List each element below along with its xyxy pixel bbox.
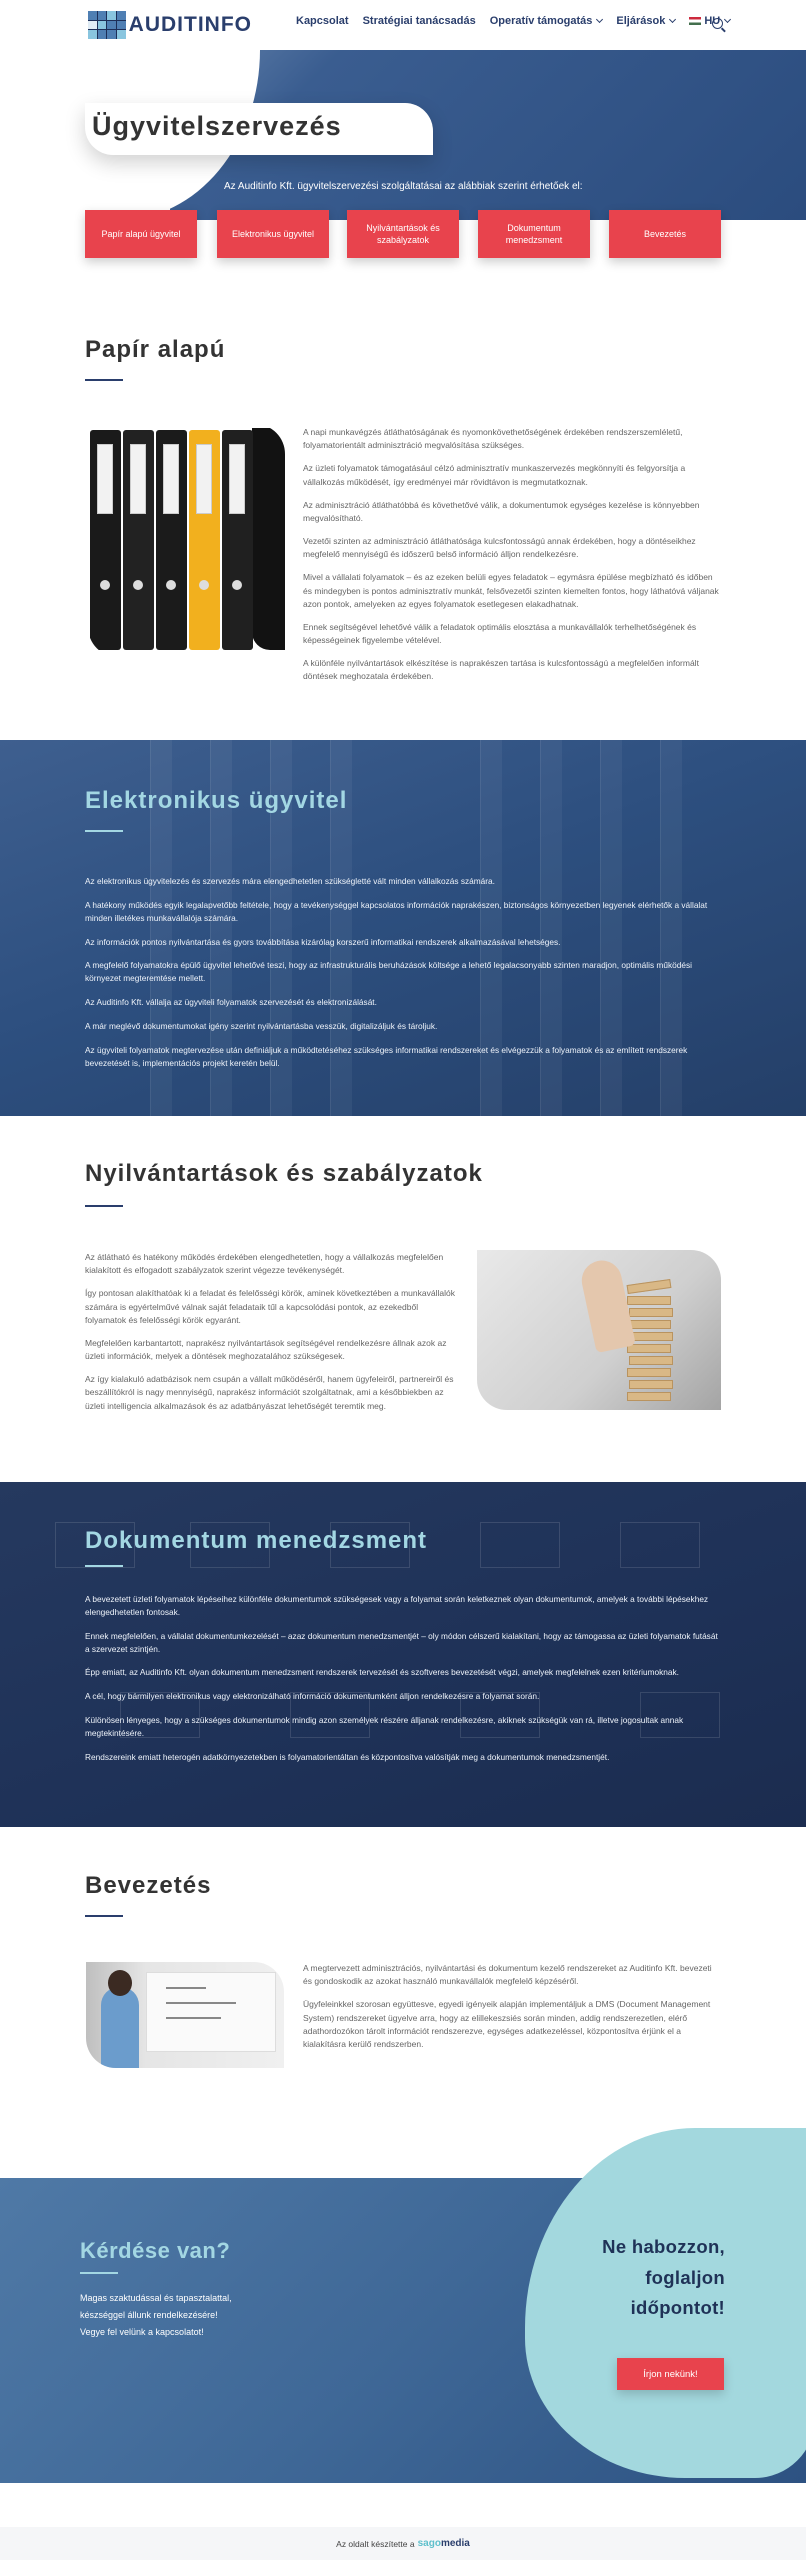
binder-dark-side: [252, 428, 285, 650]
paragraph: A hatékony működés egyik legalapvetőbb feltétele, hogy a tevékenységgel kapcsolatos információk naprakészen, biztonságos környezetben legyenek elérhetők a vállalat minden illetékes munkavállalója számára.: [85, 899, 708, 923]
title-underline: [85, 830, 123, 832]
whiteboard-shape: [146, 1972, 276, 2052]
nav-label: Eljárások: [616, 15, 666, 27]
language-label: HU: [704, 15, 721, 27]
paragraph: A megfelelő folyamatokra épülő ügyvitel lehetővé teszi, hogy az infrastrukturális beruházások költsége a lehető legalacsonyabb szinten maradjon, optimális működési környezet megteremtése mellett.: [85, 960, 692, 984]
paragraph: Az ügyviteli folyamatok megtervezése után definiáljuk a működtetéséhez szükséges informatikai rendszereket és elvégezzük a folyamatok és az említett rendszerek bevezetését is, implementációs projekt keretén belül.: [85, 1044, 688, 1068]
paragraph: A bevezetett üzleti folyamatok lépéseihez különféle dokumentumok szükségesek vagy a folyamat során keletkeznek olyan dokumentumok, amelyek a további lépésekhez elengedhetetlen fontosak.: [85, 1594, 709, 1617]
hero-button-bevezetes[interactable]: Bevezetés: [609, 210, 721, 258]
footer-credit: Az oldalt készítette a: [336, 2538, 415, 2549]
chevron-down-icon: [724, 16, 731, 23]
title-underline: [85, 379, 123, 381]
brand-part: sago: [417, 2538, 441, 2549]
title-underline: [80, 2272, 118, 2274]
paragraph: Mivel a vállalati folyamatok – és az ezeken belüli egyes feladatok – egymásra épülése megbízható és időben és mindegyben is pontos adminisztratív munkát, felsővezetői szinten kiemelten fontos, hogy láthatóvá váljanak azon pontok, amelyeken az egyes folyamatok esetlegesen elakadhatnak.: [303, 572, 719, 609]
page-title: Ügyvitelszervezés: [92, 111, 342, 141]
cta-line: Magas szaktudással és tapasztalattal,: [80, 2293, 232, 2303]
paragraph: Az elektronikus ügyvitelezés és szervezés mára elengedhetetlen szükségletté vált minden vállalkozás számára.: [85, 876, 495, 886]
cta-line: készséggel állunk rendelkezésére!: [80, 2310, 218, 2321]
cta-headline-line: Ne habozzon,: [602, 2236, 725, 2257]
jenga-image: [477, 1250, 721, 1410]
binder: [90, 430, 121, 650]
nav-item-kapcsolat[interactable]: [296, 15, 349, 27]
nav-label: Kapcsolat: [296, 15, 349, 27]
logo-text: AUDITINFO: [128, 13, 252, 36]
section-title-bevezetes: Bevezetés: [85, 1872, 212, 1899]
paragraph: Ügyfeleinkkel szorosan együttesve, egyedi igényeik alapján implementáljuk a DMS (Document Management System) rendszereket ügyelve arra, hogy az elillekeszsiés során minden, addig rendszerezetlen, elérő adathordozókon tárolt információt rendszerezve, egységes adatkezeléssel, központosítva érjünk el a kialakításra kerülő rendszerben.: [303, 1999, 711, 2049]
title-underline: [85, 1565, 123, 1567]
cta-question: Kérdése van?: [80, 2238, 231, 2263]
flag-hu-icon: [689, 17, 701, 25]
hero-subtitle: Az Auditinfo Kft. ügyvitelszervezési szolgáltatásai az alábbiak szerint érhetőek el:: [224, 181, 583, 192]
paragraph: Rendszereink emiatt heterogén adatkörnyezetekben is folyamatorientáltan és központosítva valósítják meg a dokumentumok menedzsmentjét.: [85, 1751, 610, 1762]
nav-item-operativ[interactable]: [490, 15, 603, 27]
papir-text: [303, 426, 721, 694]
paragraph: Ennek segítségével lehetővé válik a feladatok optimális elosztása a munkavállalók terhelhetőségének és képességeinek figyelembe vételével.: [303, 621, 697, 646]
paragraph: A napi munkavégzés átláthatóságának és nyomonkövethetőségének érdekében rendszerszemléletű, folyamatorientált adminisztráció megvalósítása szükséges.: [303, 427, 683, 451]
paragraph: A megtervezett adminisztrációs, nyilvántartási és dokumentum kezelő rendszereket az Auditinfo Kft. bevezeti és gondoskodik az azokat használó munkavállalók megfelelő képzéséről.: [303, 1963, 712, 1987]
nav-item-eljarasok[interactable]: [616, 15, 675, 27]
section-title-elektronikus: Elektronikus ügyvitel: [85, 787, 348, 814]
paragraph: Különösen lényeges, hogy a szükséges dokumentumok mindig azon személyek részére álljanak rendelkezésre, akiknek szükségük van rá, illetve jogosultak annak megtekintésére.: [85, 1715, 684, 1739]
chevron-down-icon: [596, 16, 603, 23]
brand-part: media: [440, 2538, 470, 2549]
whiteboard-image: [86, 1962, 284, 2068]
contact-button[interactable]: Írjon nekünk!: [617, 2358, 724, 2390]
nav-label: Operatív támogatás: [489, 15, 593, 27]
paragraph: Az így kialakuló adatbázisok nem csupán a vállalt működéséről, hanem ügyfeleiről, partnereiről és beszállítókról is nagy mennyiségű, naprakész információt szolgáltatnak, ami a későbbiekben az üzleti intelligencia alkalmazások és az adatbányászat lehetőségét teremtik meg.: [85, 1374, 454, 1411]
paragraph: Az Auditinfo Kft. vállalja az ügyviteli folyamatok szervezését és elektronizálását.: [85, 997, 377, 1008]
hero-button-papir[interactable]: Papír alapú ügyvitel: [85, 210, 197, 258]
language-switcher[interactable]: [689, 15, 730, 27]
hero-button-elektronikus[interactable]: Elektronikus ügyvitel: [217, 210, 329, 258]
binder: [156, 430, 187, 650]
paragraph: Megfelelően karbantartott, naprakész nyilvántartások segítségével rendelkezésre állnak azok az üzleti információk, melyek a döntések meghozatalához szükségesek.: [85, 1337, 447, 1362]
nav-item-strategiai[interactable]: [363, 15, 476, 27]
binders-image: [88, 424, 285, 657]
paragraph: Vezetői szinten az adminisztráció átláthatósága kulcsfontosságú annak érdekében, hogy a döntéseikhez megfelelő mennyiségű és időszerű belső információ álljon rendelkezésre.: [303, 536, 696, 560]
chevron-down-icon: [669, 16, 676, 23]
person-shape: [101, 1987, 139, 2068]
person-head-shape: [108, 1970, 132, 1996]
binder: [123, 430, 154, 650]
nav-label: Stratégiai tanácsadás: [362, 15, 476, 27]
cta-headline-line: időpontot!: [630, 2297, 725, 2319]
logo[interactable]: [88, 9, 252, 41]
cta-headline-line: foglaljon: [645, 2266, 725, 2288]
nyilvantartas-text: [85, 1251, 460, 1423]
site-footer: [0, 2527, 806, 2560]
dokumentum-text: [85, 1593, 721, 1775]
cta-text: [80, 2290, 232, 2341]
main-nav: [296, 15, 730, 27]
paragraph: Így pontosan alakíthatóak ki a feladat és felelősségi körök, aminek következtében a munkavállalók számára is egyértelművé válnak saját feladataik tűl a kapcsolódási pontok, az ezekedből folyamatok és felelősségi körök egyaránt.: [85, 1288, 455, 1325]
bevezetes-text: [303, 1962, 721, 2061]
elektronikus-text: [85, 875, 721, 1081]
hero-button-dokumentum[interactable]: Dokumentum menedzsment: [478, 210, 590, 258]
section-title-nyilvantartas: Nyilvántartások és szabályzatok: [85, 1160, 483, 1187]
hand-shape: [578, 1257, 636, 1353]
search-icon[interactable]: [712, 18, 723, 29]
logo-grid-icon: [88, 11, 126, 39]
cta-headline: [560, 2232, 725, 2324]
hero-button-nyilvantartas[interactable]: Nyilvántartások és szabályzatok: [347, 210, 459, 258]
paragraph: Az információk pontos nyilvántartása és gyors továbbítása kizárólag korszerű informatikai rendszerek alkalmazásával lehetséges.: [85, 936, 561, 947]
footer-brand-link[interactable]: [418, 2538, 470, 2549]
section-title-papir: Papír alapú: [85, 336, 226, 363]
paragraph: Az adminisztráció átláthatóbbá és követhetővé válik, a dokumentumok egységes kezelése is könnyebben megvalósítható.: [303, 499, 700, 523]
site-header: [0, 0, 806, 50]
paragraph: Az átlátható és hatékony működés érdekében elengedhetetlen, hogy a vállalkozás megfelelően kialakított és elfogadott szabályzatok szerint végezze tevékenységét.: [85, 1252, 444, 1276]
section-title-dokumentum: Dokumentum menedzsment: [85, 1527, 428, 1554]
title-underline: [85, 1915, 123, 1917]
title-underline: [85, 1205, 123, 1207]
binder-yellow: [189, 430, 220, 650]
paragraph: A már meglévő dokumentumokat igény szerint nyilvántartásba vesszük, digitalizáljuk és tároljuk.: [85, 1021, 438, 1032]
cta-line: Vegye fel velünk a kapcsolatot!: [80, 2327, 204, 2338]
paragraph: A cél, hogy bármilyen elektronikus vagy elektronizálható információ dokumentumként álljon rendelkezésre a folyamat során.: [85, 1691, 540, 1702]
paragraph: Az üzleti folyamatok támogatásául célzó adminisztratív munkaszervezés megkönnyíti és felgyorsítja a vállalkozás működését, így eredményei már rövidtávon is megmutatkoznak.: [303, 463, 686, 487]
paragraph: Épp emiatt, az Auditinfo Kft. olyan dokumentum menedzsment rendszerek tervezését és szoftveres bevezetését végzi, amelyek megfelelnek ezen kritériumoknak.: [85, 1667, 679, 1678]
paragraph: A különféle nyilvántartások elkészítése is naprakészen tartása is kulcsfontosságú a megfelelően informált döntések meghozatala érdekében.: [303, 658, 699, 682]
binder: [222, 430, 253, 650]
paragraph: Ennek megfelelően, a vállalat dokumentumkezelését – azaz dokumentum menedzsmentjét – oly módon célszerű kialakítani, hogy az támogassa az üzleti folyamatok futását a szervezet szintjén.: [85, 1630, 718, 1654]
